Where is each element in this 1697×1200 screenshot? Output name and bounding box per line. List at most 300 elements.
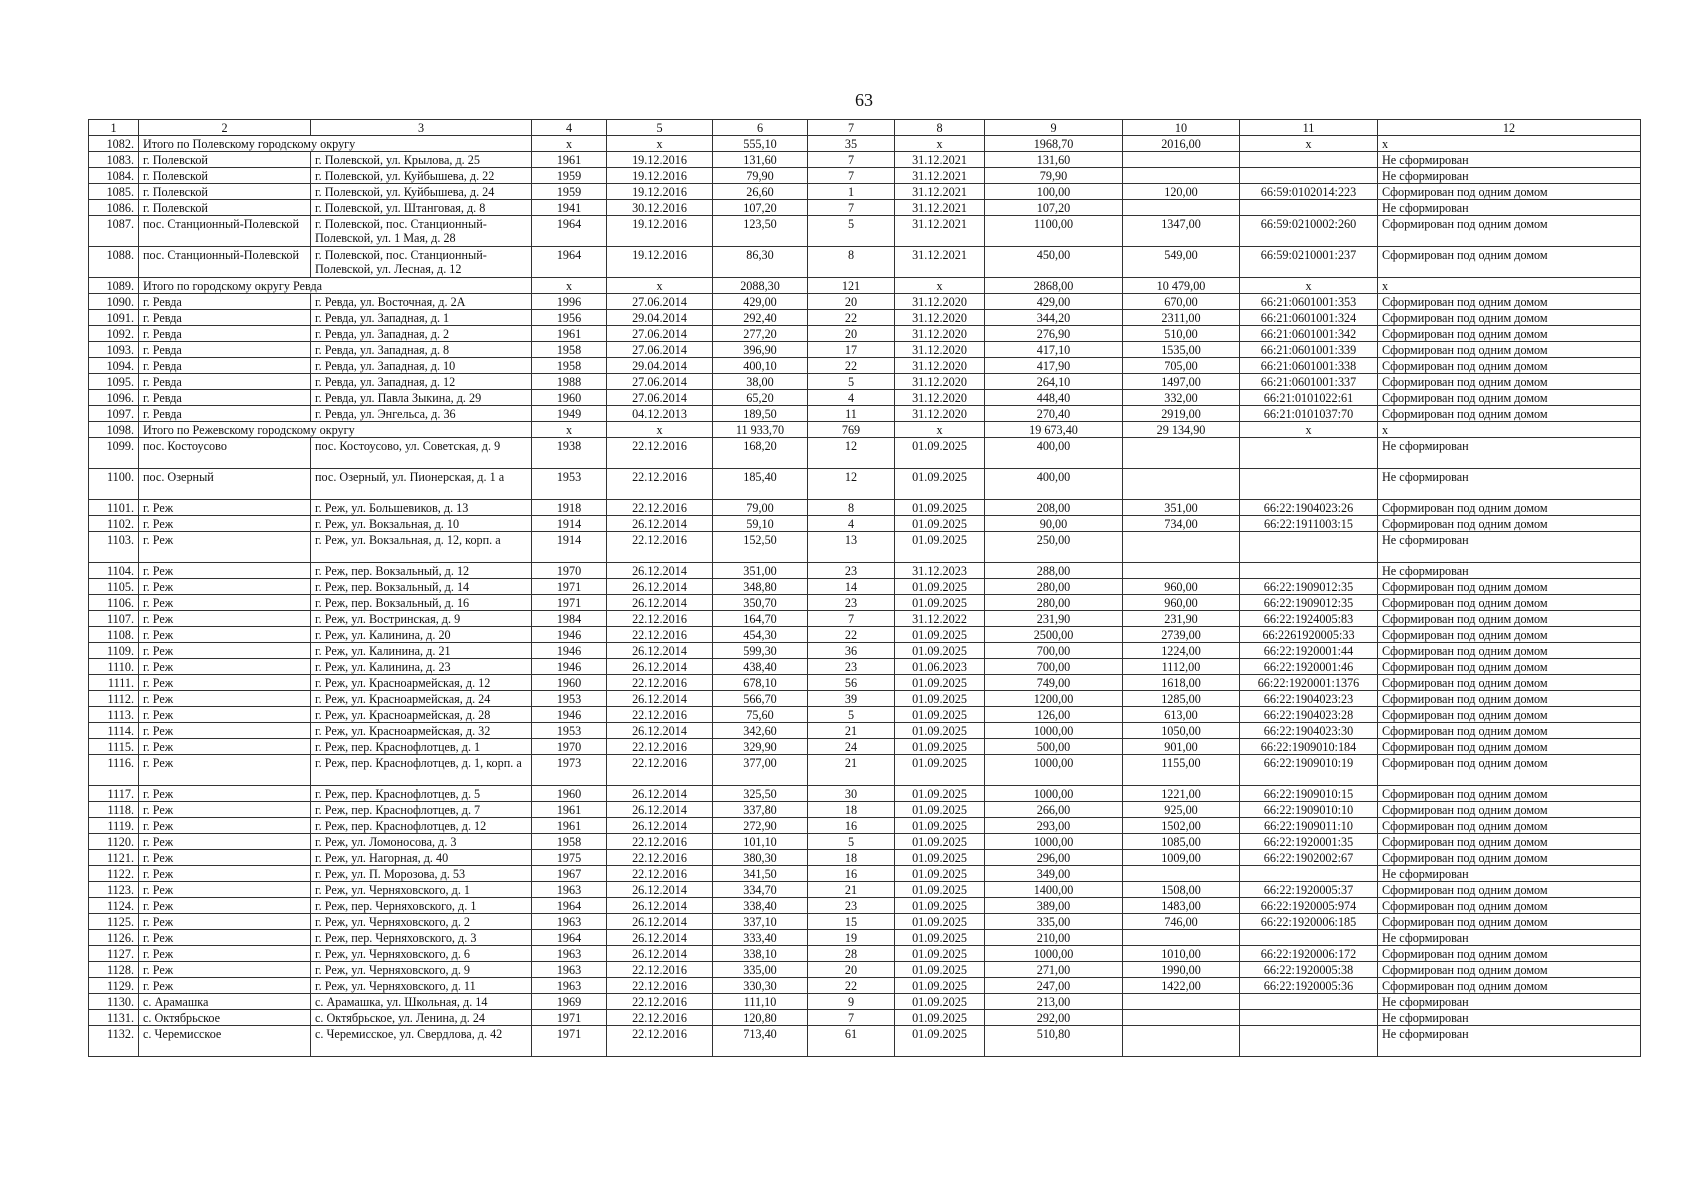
table-row <box>89 390 1641 406</box>
cell-c8: 31.12.2020 <box>895 326 985 342</box>
cell-c12: Сформирован под одним домом <box>1378 659 1641 675</box>
cell-c12: Сформирован под одним домом <box>1378 707 1641 723</box>
cell-c6: 566,70 <box>713 691 808 707</box>
cell-c9: 293,00 <box>985 818 1123 834</box>
cell-c10: 1224,00 <box>1123 643 1240 659</box>
cell-c11 <box>1240 930 1378 946</box>
table-row <box>89 739 1641 755</box>
address: г. Реж, ул. Ломоносова, д. 3 <box>311 834 532 850</box>
cell-c6: 350,70 <box>713 595 808 611</box>
cell-c4: 1941 <box>532 200 607 216</box>
cell-c5: 27.06.2014 <box>607 294 713 310</box>
row-number: 1098. <box>89 422 139 438</box>
cell-c12: Сформирован под одним домом <box>1378 882 1641 898</box>
cell-c8: 31.12.2020 <box>895 406 985 422</box>
cell-c10: 734,00 <box>1123 516 1240 532</box>
table-row <box>89 152 1641 168</box>
cell-c11: 66:22:1909012:35 <box>1240 579 1378 595</box>
cell-c4: 1964 <box>532 216 607 247</box>
address: г. Реж, ул. Вокзальная, д. 10 <box>311 516 532 532</box>
cell-c12: Сформирован под одним домом <box>1378 184 1641 200</box>
address: г. Реж, ул. Красноармейская, д. 32 <box>311 723 532 739</box>
cell-c8: 01.09.2025 <box>895 882 985 898</box>
address: г. Реж, пер. Вокзальный, д. 12 <box>311 563 532 579</box>
cell-c12: x <box>1378 136 1641 152</box>
cell-c11: 66:59:0210002:260 <box>1240 216 1378 247</box>
cell-c8: 01.09.2025 <box>895 786 985 802</box>
cell-c7: 7 <box>808 611 895 627</box>
cell-c4: 1963 <box>532 882 607 898</box>
locality: пос. Станционный-Полевской <box>139 247 311 278</box>
locality: г. Реж <box>139 914 311 930</box>
cell-c4: 1960 <box>532 675 607 691</box>
table-row <box>89 802 1641 818</box>
address: г. Ревда, ул. Западная, д. 8 <box>311 342 532 358</box>
cell-c7: 36 <box>808 643 895 659</box>
cell-c5: 22.12.2016 <box>607 1010 713 1026</box>
address: г. Полевской, ул. Куйбышева, д. 24 <box>311 184 532 200</box>
cell-c5: 26.12.2014 <box>607 786 713 802</box>
cell-c9: 1100,00 <box>985 216 1123 247</box>
cell-c5: x <box>607 278 713 294</box>
table-row <box>89 691 1641 707</box>
cell-c10 <box>1123 563 1240 579</box>
cell-c4: 1984 <box>532 611 607 627</box>
cell-c6: 272,90 <box>713 818 808 834</box>
cell-c9: 210,00 <box>985 930 1123 946</box>
address: г. Ревда, ул. Западная, д. 12 <box>311 374 532 390</box>
locality: г. Реж <box>139 500 311 516</box>
cell-c11: 66:22:1924005:83 <box>1240 611 1378 627</box>
cell-c12: Не сформирован <box>1378 532 1641 563</box>
cell-c10: 1112,00 <box>1123 659 1240 675</box>
row-number: 1103. <box>89 532 139 563</box>
address: г. Реж, пер. Краснофлотцев, д. 1, корп. а <box>311 755 532 786</box>
cell-c6: 334,70 <box>713 882 808 898</box>
table-row <box>89 994 1641 1010</box>
cell-c6: 86,30 <box>713 247 808 278</box>
table-row <box>89 168 1641 184</box>
cell-c5: 27.06.2014 <box>607 342 713 358</box>
cell-c10: 1508,00 <box>1123 882 1240 898</box>
cell-c4: 1958 <box>532 342 607 358</box>
cell-c4: 1963 <box>532 914 607 930</box>
address: г. Реж, ул. Красноармейская, д. 12 <box>311 675 532 691</box>
cell-c7: 24 <box>808 739 895 755</box>
cell-c10 <box>1123 1010 1240 1026</box>
cell-c9: 1000,00 <box>985 786 1123 802</box>
cell-c12: Сформирован под одним домом <box>1378 326 1641 342</box>
cell-c4: 1960 <box>532 786 607 802</box>
cell-c9: 1400,00 <box>985 882 1123 898</box>
table-row <box>89 850 1641 866</box>
row-number: 1117. <box>89 786 139 802</box>
row-number: 1084. <box>89 168 139 184</box>
cell-c9: 213,00 <box>985 994 1123 1010</box>
cell-c11: 66:22:1909011:10 <box>1240 818 1378 834</box>
address: с. Октябрьское, ул. Ленина, д. 24 <box>311 1010 532 1026</box>
cell-c7: 39 <box>808 691 895 707</box>
row-number: 1088. <box>89 247 139 278</box>
row-number: 1118. <box>89 802 139 818</box>
cell-c11: 66:22:1920001:46 <box>1240 659 1378 675</box>
locality: г. Полевской <box>139 200 311 216</box>
cell-c5: 22.12.2016 <box>607 994 713 1010</box>
cell-c9: 700,00 <box>985 643 1123 659</box>
cell-c7: 12 <box>808 438 895 469</box>
address: г. Полевской, ул. Куйбышева, д. 22 <box>311 168 532 184</box>
locality: пос. Костоусово <box>139 438 311 469</box>
cell-c4: 1953 <box>532 469 607 500</box>
cell-c8: 01.09.2025 <box>895 898 985 914</box>
row-number: 1109. <box>89 643 139 659</box>
cell-c7: 28 <box>808 946 895 962</box>
cell-c6: 111,10 <box>713 994 808 1010</box>
cell-c12: Сформирован под одним домом <box>1378 818 1641 834</box>
table-row <box>89 834 1641 850</box>
cell-c5: 19.12.2016 <box>607 247 713 278</box>
cell-c11 <box>1240 1026 1378 1057</box>
cell-c5: 22.12.2016 <box>607 438 713 469</box>
cell-c4: x <box>532 422 607 438</box>
cell-c5: 29.04.2014 <box>607 310 713 326</box>
cell-c9: 1968,70 <box>985 136 1123 152</box>
cell-c10: 120,00 <box>1123 184 1240 200</box>
cell-c7: 13 <box>808 532 895 563</box>
cell-c7: 1 <box>808 184 895 200</box>
cell-c9: 450,00 <box>985 247 1123 278</box>
cell-c6: 65,20 <box>713 390 808 406</box>
cell-c10 <box>1123 994 1240 1010</box>
cell-c10: 1535,00 <box>1123 342 1240 358</box>
header-cell: 5 <box>607 120 713 136</box>
cell-c9: 400,00 <box>985 438 1123 469</box>
cell-c9: 448,40 <box>985 390 1123 406</box>
cell-c7: 22 <box>808 310 895 326</box>
table-row <box>89 914 1641 930</box>
address: г. Реж, ул. Черняховского, д. 6 <box>311 946 532 962</box>
address: г. Реж, ул. Вокзальная, д. 12, корп. а <box>311 532 532 563</box>
cell-c11: 66:22:1904023:28 <box>1240 707 1378 723</box>
header-cell: 2 <box>139 120 311 136</box>
row-number: 1092. <box>89 326 139 342</box>
cell-c6: 79,90 <box>713 168 808 184</box>
table-row <box>89 611 1641 627</box>
locality: г. Реж <box>139 946 311 962</box>
cell-c5: 26.12.2014 <box>607 898 713 914</box>
cell-c9: 349,00 <box>985 866 1123 882</box>
row-number: 1096. <box>89 390 139 406</box>
cell-c5: 26.12.2014 <box>607 914 713 930</box>
cell-c8: 31.12.2021 <box>895 168 985 184</box>
cell-c10: 1618,00 <box>1123 675 1240 691</box>
locality: г. Ревда <box>139 374 311 390</box>
cell-c12: Сформирован под одним домом <box>1378 786 1641 802</box>
cell-c8: 31.12.2021 <box>895 247 985 278</box>
cell-c5: 22.12.2016 <box>607 978 713 994</box>
cell-c11: 66:22:1920001:35 <box>1240 834 1378 850</box>
cell-c9: 1000,00 <box>985 723 1123 739</box>
cell-c8: 01.09.2025 <box>895 516 985 532</box>
cell-c11: 66:22:1909012:35 <box>1240 595 1378 611</box>
address: г. Реж, пер. Вокзальный, д. 14 <box>311 579 532 595</box>
cell-c11: 66:22:1909010:19 <box>1240 755 1378 786</box>
cell-c12: Сформирован под одним домом <box>1378 739 1641 755</box>
row-number: 1121. <box>89 850 139 866</box>
table-row <box>89 216 1641 247</box>
cell-c9: 700,00 <box>985 659 1123 675</box>
cell-c8: x <box>895 278 985 294</box>
cell-c8: x <box>895 136 985 152</box>
table-row <box>89 818 1641 834</box>
cell-c7: 30 <box>808 786 895 802</box>
cell-c4: 1956 <box>532 310 607 326</box>
cell-c4: 1961 <box>532 818 607 834</box>
cell-c9: 417,90 <box>985 358 1123 374</box>
cell-c8: 01.09.2025 <box>895 691 985 707</box>
cell-c6: 338,40 <box>713 898 808 914</box>
cell-c9: 292,00 <box>985 1010 1123 1026</box>
cell-c4: 1967 <box>532 866 607 882</box>
locality: г. Реж <box>139 802 311 818</box>
locality: г. Реж <box>139 739 311 755</box>
cell-c9: 2868,00 <box>985 278 1123 294</box>
row-number: 1129. <box>89 978 139 994</box>
cell-c5: 26.12.2014 <box>607 723 713 739</box>
cell-c11: 66:22:1920006:172 <box>1240 946 1378 962</box>
table-body <box>89 120 1641 1057</box>
locality: г. Реж <box>139 516 311 532</box>
cell-c11: 66:22:1909010:184 <box>1240 739 1378 755</box>
cell-c6: 380,30 <box>713 850 808 866</box>
table-row <box>89 326 1641 342</box>
table-row <box>89 1010 1641 1026</box>
cell-c10: 1085,00 <box>1123 834 1240 850</box>
cell-c9: 19 673,40 <box>985 422 1123 438</box>
row-number: 1106. <box>89 595 139 611</box>
cell-c7: 5 <box>808 216 895 247</box>
header-row <box>89 120 1641 136</box>
cell-c10: 1347,00 <box>1123 216 1240 247</box>
row-number: 1111. <box>89 675 139 691</box>
table-row <box>89 627 1641 643</box>
cell-c11: 66:59:0210001:237 <box>1240 247 1378 278</box>
housing-table <box>88 119 1641 1057</box>
locality: г. Реж <box>139 707 311 723</box>
row-number: 1085. <box>89 184 139 200</box>
cell-c5: 26.12.2014 <box>607 563 713 579</box>
cell-c11: 66:21:0601001:324 <box>1240 310 1378 326</box>
table-row <box>89 579 1641 595</box>
cell-c6: 396,90 <box>713 342 808 358</box>
address: г. Ревда, ул. Энгельса, д. 36 <box>311 406 532 422</box>
cell-c6: 342,60 <box>713 723 808 739</box>
table-row <box>89 786 1641 802</box>
cell-c6: 330,30 <box>713 978 808 994</box>
cell-c6: 26,60 <box>713 184 808 200</box>
cell-c9: 389,00 <box>985 898 1123 914</box>
cell-c6: 107,20 <box>713 200 808 216</box>
cell-c11 <box>1240 168 1378 184</box>
cell-c7: 23 <box>808 659 895 675</box>
locality: г. Ревда <box>139 310 311 326</box>
cell-c9: 500,00 <box>985 739 1123 755</box>
cell-c10: 705,00 <box>1123 358 1240 374</box>
locality: г. Ревда <box>139 358 311 374</box>
cell-c8: 31.12.2021 <box>895 184 985 200</box>
cell-c5: 22.12.2016 <box>607 755 713 786</box>
cell-c5: 22.12.2016 <box>607 850 713 866</box>
address: г. Реж, пер. Краснофлотцев, д. 7 <box>311 802 532 818</box>
locality: г. Реж <box>139 532 311 563</box>
cell-c10: 1483,00 <box>1123 898 1240 914</box>
cell-c12: Сформирован под одним домом <box>1378 500 1641 516</box>
cell-c12: Сформирован под одним домом <box>1378 834 1641 850</box>
cell-c5: 26.12.2014 <box>607 659 713 675</box>
cell-c6: 333,40 <box>713 930 808 946</box>
row-number: 1091. <box>89 310 139 326</box>
address: г. Реж, ул. Большевиков, д. 13 <box>311 500 532 516</box>
cell-c4: 1969 <box>532 994 607 1010</box>
row-number: 1131. <box>89 1010 139 1026</box>
cell-c11 <box>1240 563 1378 579</box>
cell-c8: 01.09.2025 <box>895 675 985 691</box>
cell-c8: 01.06.2023 <box>895 659 985 675</box>
cell-c4: 1918 <box>532 500 607 516</box>
total-label: Итого по городскому округу Ревда <box>139 278 532 294</box>
cell-c8: 01.09.2025 <box>895 579 985 595</box>
address: г. Реж, ул. Калинина, д. 23 <box>311 659 532 675</box>
cell-c7: 4 <box>808 390 895 406</box>
cell-c5: 26.12.2014 <box>607 516 713 532</box>
cell-c11 <box>1240 532 1378 563</box>
cell-c8: 31.12.2020 <box>895 374 985 390</box>
cell-c6: 338,10 <box>713 946 808 962</box>
locality: г. Полевской <box>139 184 311 200</box>
cell-c12: Сформирован под одним домом <box>1378 611 1641 627</box>
cell-c5: 19.12.2016 <box>607 184 713 200</box>
address: г. Ревда, ул. Западная, д. 1 <box>311 310 532 326</box>
cell-c6: 75,60 <box>713 707 808 723</box>
cell-c7: 20 <box>808 294 895 310</box>
cell-c6: 325,50 <box>713 786 808 802</box>
cell-c7: 21 <box>808 882 895 898</box>
table-row <box>89 184 1641 200</box>
cell-c11: 66:21:0601001:338 <box>1240 358 1378 374</box>
cell-c5: 19.12.2016 <box>607 152 713 168</box>
cell-c12: Сформирован под одним домом <box>1378 978 1641 994</box>
cell-c10: 1010,00 <box>1123 946 1240 962</box>
cell-c5: 27.06.2014 <box>607 326 713 342</box>
cell-c4: 1958 <box>532 358 607 374</box>
cell-c6: 329,90 <box>713 739 808 755</box>
cell-c11: 66:21:0601001:353 <box>1240 294 1378 310</box>
address: пос. Озерный, ул. Пионерская, д. 1 а <box>311 469 532 500</box>
cell-c4: 1946 <box>532 643 607 659</box>
cell-c11: 66:22:1920006:185 <box>1240 914 1378 930</box>
cell-c6: 713,40 <box>713 1026 808 1057</box>
locality: г. Реж <box>139 659 311 675</box>
table-row <box>89 247 1641 278</box>
cell-c10: 960,00 <box>1123 595 1240 611</box>
cell-c6: 79,00 <box>713 500 808 516</box>
total-row <box>89 278 1641 294</box>
table-row <box>89 358 1641 374</box>
cell-c5: x <box>607 422 713 438</box>
cell-c12: Сформирован под одним домом <box>1378 342 1641 358</box>
cell-c11: 66:22:1909010:15 <box>1240 786 1378 802</box>
cell-c6: 400,10 <box>713 358 808 374</box>
locality: с. Арамашка <box>139 994 311 1010</box>
cell-c7: 5 <box>808 374 895 390</box>
address: г. Ревда, ул. Павла Зыкина, д. 29 <box>311 390 532 406</box>
cell-c5: 26.12.2014 <box>607 691 713 707</box>
table-row <box>89 406 1641 422</box>
cell-c9: 1000,00 <box>985 834 1123 850</box>
cell-c10 <box>1123 930 1240 946</box>
cell-c7: 18 <box>808 802 895 818</box>
cell-c10: 332,00 <box>1123 390 1240 406</box>
cell-c8: 01.09.2025 <box>895 978 985 994</box>
cell-c9: 288,00 <box>985 563 1123 579</box>
cell-c12: Сформирован под одним домом <box>1378 850 1641 866</box>
cell-c11: 66:21:0601001:342 <box>1240 326 1378 342</box>
locality: г. Реж <box>139 898 311 914</box>
cell-c9: 131,60 <box>985 152 1123 168</box>
cell-c7: 21 <box>808 755 895 786</box>
cell-c6: 59,10 <box>713 516 808 532</box>
cell-c9: 264,10 <box>985 374 1123 390</box>
cell-c4: 1971 <box>532 1010 607 1026</box>
cell-c6: 101,10 <box>713 834 808 850</box>
cell-c9: 250,00 <box>985 532 1123 563</box>
row-number: 1108. <box>89 627 139 643</box>
table-row <box>89 469 1641 500</box>
cell-c9: 1000,00 <box>985 946 1123 962</box>
cell-c7: 7 <box>808 200 895 216</box>
row-number: 1097. <box>89 406 139 422</box>
address: г. Реж, пер. Черняховского, д. 1 <box>311 898 532 914</box>
table-row <box>89 755 1641 786</box>
locality: г. Реж <box>139 579 311 595</box>
cell-c5: 26.12.2014 <box>607 595 713 611</box>
cell-c11: 66:22:1920001:44 <box>1240 643 1378 659</box>
cell-c8: 01.09.2025 <box>895 723 985 739</box>
cell-c7: 17 <box>808 342 895 358</box>
cell-c11: 66:21:0101022:61 <box>1240 390 1378 406</box>
cell-c5: 22.12.2016 <box>607 834 713 850</box>
cell-c11: 66:22:1904023:23 <box>1240 691 1378 707</box>
cell-c12: Сформирован под одним домом <box>1378 595 1641 611</box>
cell-c12: Не сформирован <box>1378 1026 1641 1057</box>
address: с. Арамашка, ул. Школьная, д. 14 <box>311 994 532 1010</box>
header-cell: 4 <box>532 120 607 136</box>
cell-c4: x <box>532 278 607 294</box>
cell-c11: 66:22:1920001:1376 <box>1240 675 1378 691</box>
cell-c12: Сформирован под одним домом <box>1378 627 1641 643</box>
cell-c12: Сформирован под одним домом <box>1378 216 1641 247</box>
total-label: Итого по Режевскому городскому округу <box>139 422 532 438</box>
cell-c10 <box>1123 168 1240 184</box>
locality: г. Реж <box>139 755 311 786</box>
cell-c6: 11 933,70 <box>713 422 808 438</box>
cell-c9: 429,00 <box>985 294 1123 310</box>
cell-c12: Сформирован под одним домом <box>1378 579 1641 595</box>
row-number: 1119. <box>89 818 139 834</box>
cell-c8: 01.09.2025 <box>895 627 985 643</box>
cell-c7: 9 <box>808 994 895 1010</box>
cell-c9: 280,00 <box>985 595 1123 611</box>
